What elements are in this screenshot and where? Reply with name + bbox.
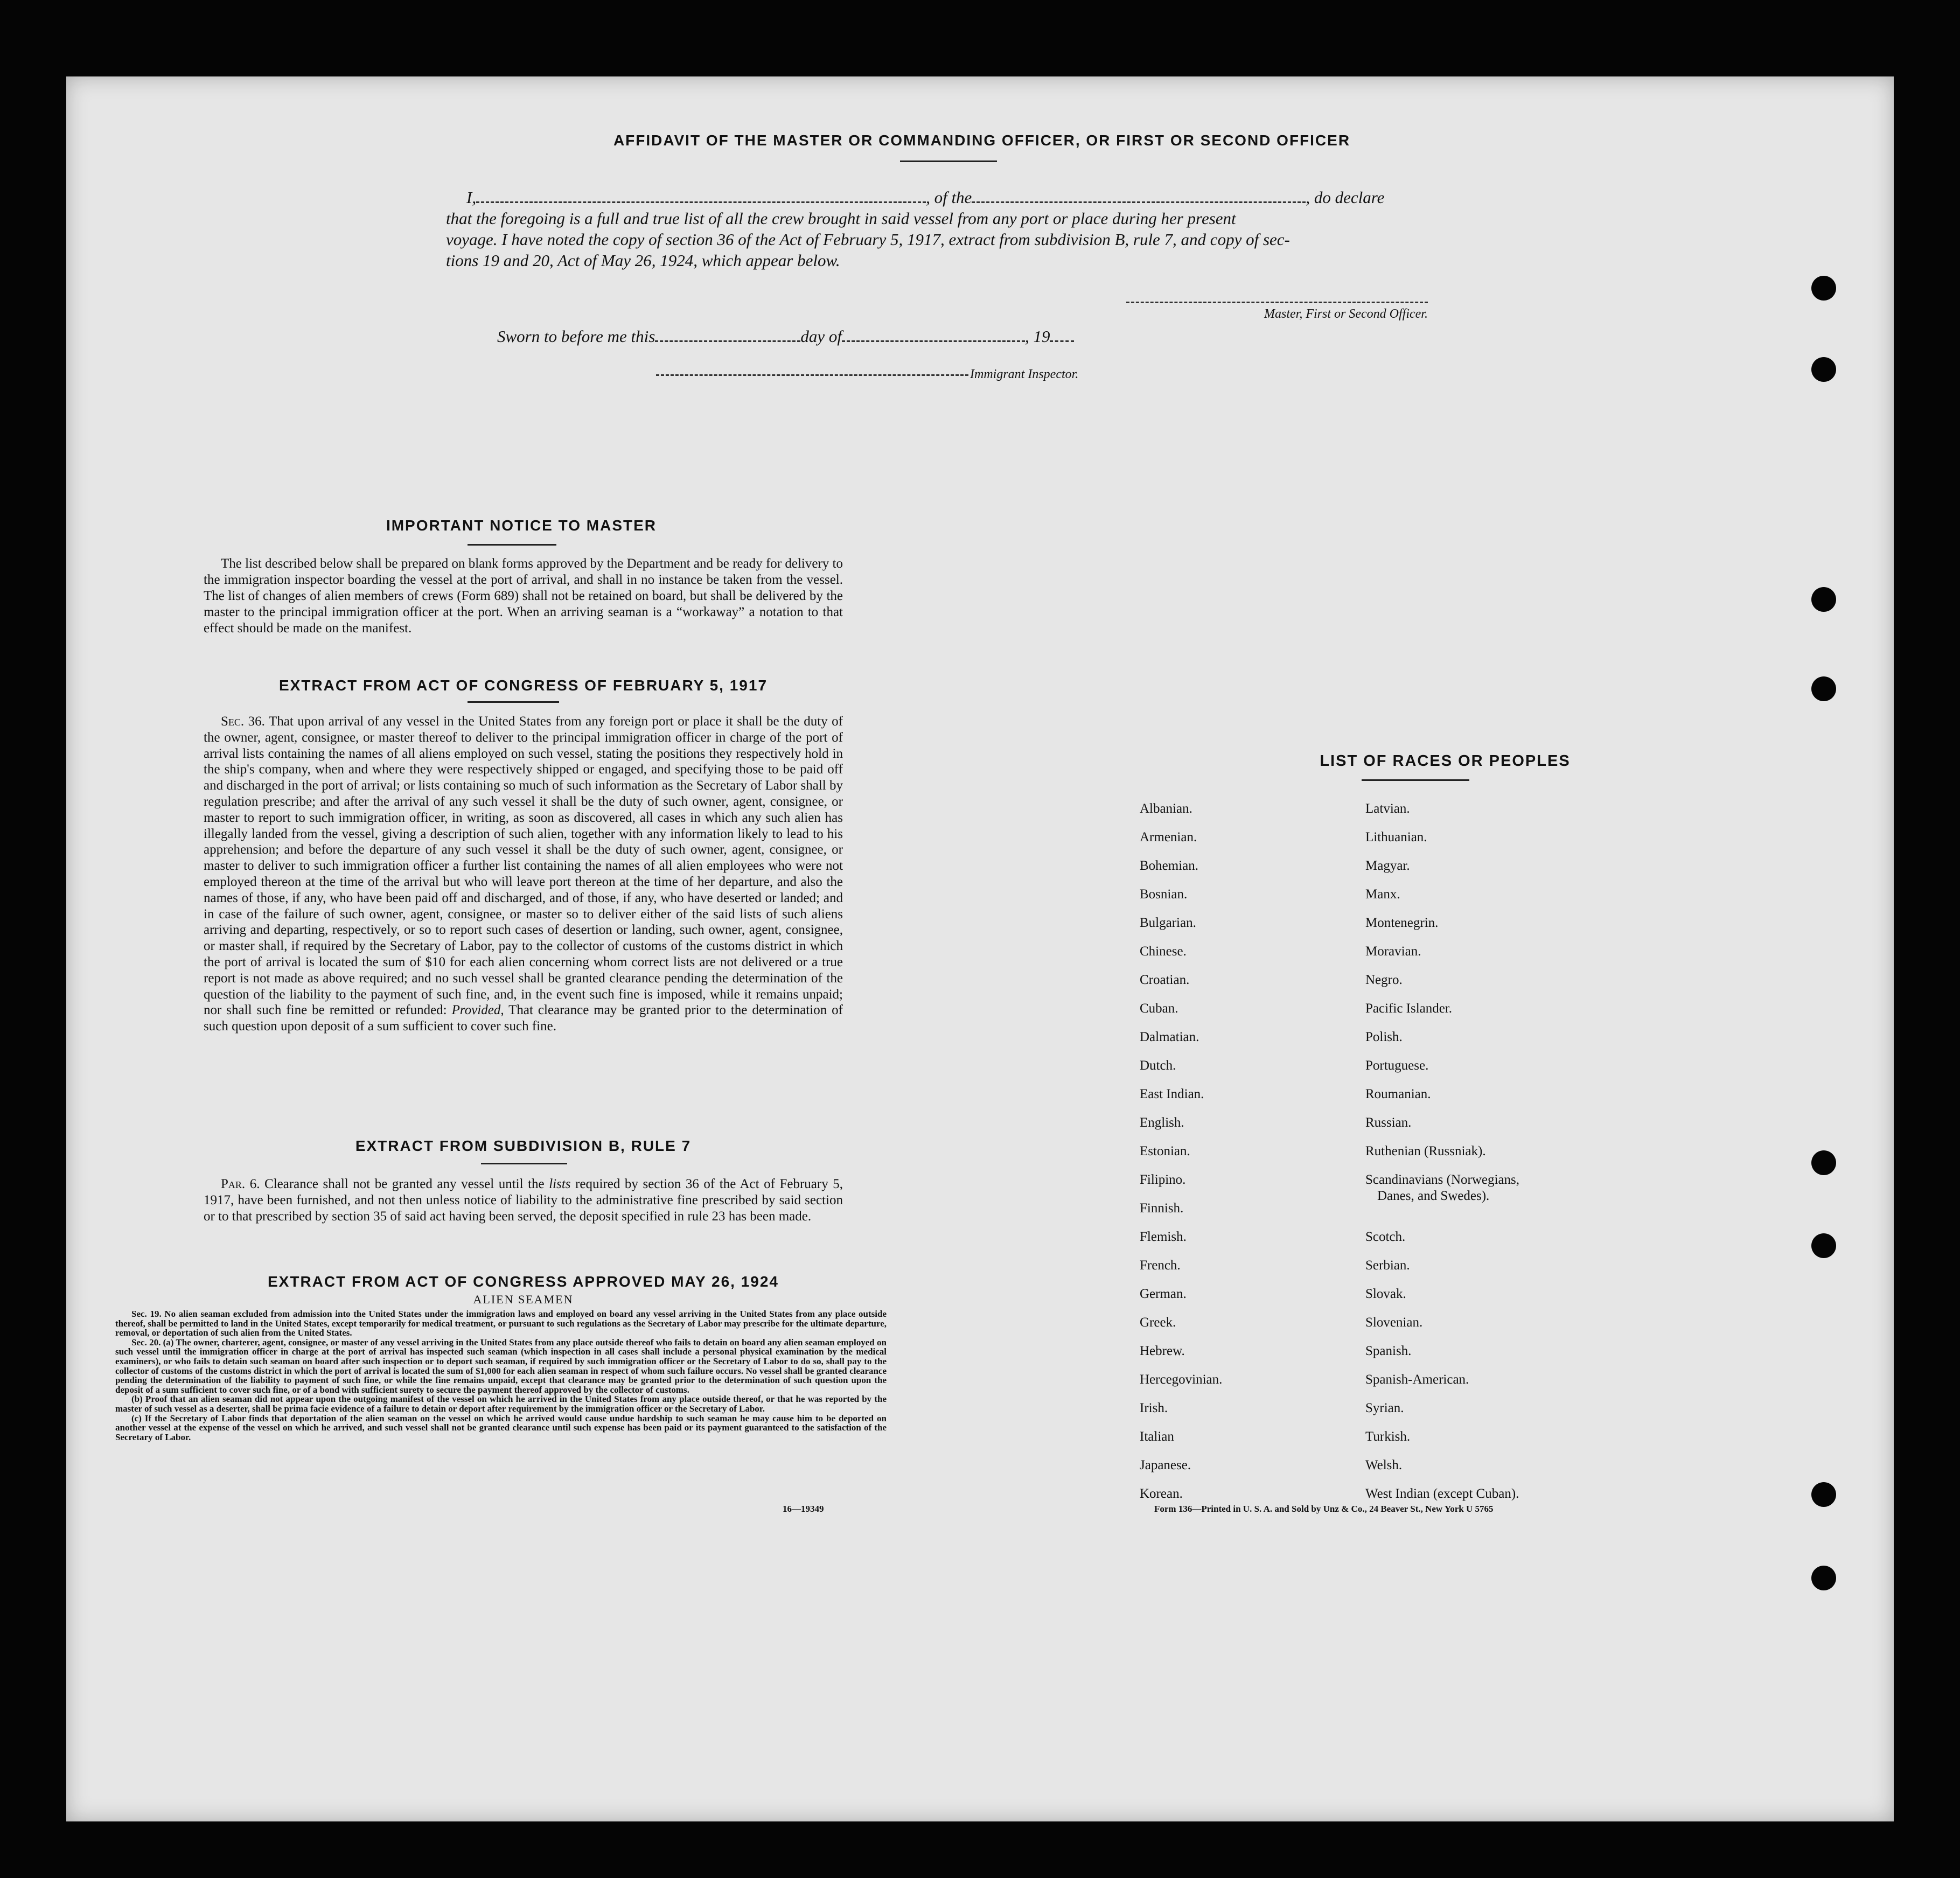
binder-hole <box>1811 1233 1836 1258</box>
race-item: Pacific Islander. <box>1365 1001 1453 1016</box>
race-item: Finnish. <box>1140 1201 1184 1216</box>
inspector-label: Immigrant Inspector. <box>970 367 1079 381</box>
sworn-year-text: , 19 <box>1024 327 1050 346</box>
race-item: Welsh. <box>1365 1458 1403 1472</box>
affidavit-title: AFFIDAVIT OF THE MASTER OR COMMANDING OFFICER, OR FIRST OR SECOND OFFICER <box>613 132 1351 149</box>
alien-seamen-subtitle: ALIEN SEAMEN <box>473 1293 574 1306</box>
inspector-signature-field[interactable] <box>656 374 968 376</box>
section-20b-text: (b) Proof that an alien seaman did not appear upon the outgoing manifest of the vessel on which he arrived in the United States from any place outside thereof, or that he was reported by the master of such vessel as a deserter, shall be prima facie evidence of a failure to detain or deport after requirement by the immigration officer or the Secretary of Labor. <box>115 1394 887 1414</box>
sworn-month-field[interactable] <box>842 329 1025 342</box>
extract-1917-underline <box>468 701 559 703</box>
binder-hole <box>1811 1150 1836 1175</box>
race-item: Moravian. <box>1365 944 1421 959</box>
section-20a-text: Sec. 20. (a) The owner, charterer, agent, consignee, or master of any vessel arriving in the United States from any place outside thereof who fails to detain on board any alien seaman employed on such vessel until the immigration officer in charge at the port of arrival has inspected such seaman (which inspection in all cases shall include a personal physical examination by the medical examiners), or who fails to detain such seaman on board after such inspection or to deport such seaman, if required by such immigration officer or the Secretary of Labor to do so, shall pay to the collector of customs of the customs district in which the port of arrival is located the sum of $1,000 for each alien seaman in respect of whom such failure occurs. No vessel shall be granted clearance pending the determination of the liability to payment of such fine, or while the fine remains unpaid, except that clearance may be granted prior to the determination of such question upon the deposit of a sum sufficient to cover such fine, or of a bond with sufficient surety to secure the payment thereof approved by the collector of customs. <box>115 1337 887 1395</box>
extract-rule7-title: EXTRACT FROM SUBDIVISION B, RULE 7 <box>355 1137 692 1154</box>
title-underline <box>900 160 997 162</box>
races-right-column <box>1365 801 1519 1514</box>
race-item: French. <box>1140 1258 1181 1273</box>
race-item: Russian. <box>1365 1115 1412 1130</box>
race-item: Spanish. <box>1365 1344 1412 1358</box>
race-item: Turkish. <box>1365 1429 1411 1444</box>
race-item: Slovenian. <box>1365 1315 1423 1330</box>
race-item: English. <box>1140 1115 1184 1130</box>
sworn-day-text: day of <box>800 327 842 346</box>
race-item: Roumanian. <box>1365 1087 1431 1101</box>
race-item: Filipino. <box>1140 1172 1186 1187</box>
race-item: Spanish-American. <box>1365 1372 1469 1387</box>
races-underline <box>1362 779 1469 781</box>
race-item: Cuban. <box>1140 1001 1178 1016</box>
race-item: Danes, and Swedes). <box>1377 1189 1490 1203</box>
lists-word: lists <box>549 1177 571 1191</box>
race-item: Scandinavians (Norwegians, <box>1365 1172 1520 1187</box>
race-item: Slovak. <box>1365 1287 1406 1301</box>
race-item: Lithuanian. <box>1365 830 1427 844</box>
races-list-title: LIST OF RACES OR PEOPLES <box>1320 752 1571 770</box>
rule7-text-a: Clearance shall not be granted any vessel until the <box>264 1177 545 1191</box>
race-item: Irish. <box>1140 1401 1168 1415</box>
binder-hole <box>1811 1482 1836 1507</box>
binder-hole <box>1811 587 1836 612</box>
race-item: Latvian. <box>1365 801 1410 816</box>
race-item: Dalmatian. <box>1140 1030 1199 1044</box>
section-36-proviso: That clearance may be granted prior to the determination of such question upon deposit of a sum sufficient to cover such fine. <box>204 1003 843 1034</box>
extract-1924-body <box>115 1309 887 1442</box>
sworn-line <box>497 327 1251 346</box>
declaration-block <box>446 187 1453 271</box>
race-item: Bohemian. <box>1140 858 1199 873</box>
binder-hole <box>1811 1566 1836 1590</box>
race-item: Flemish. <box>1140 1230 1187 1244</box>
extract-rule7-underline <box>481 1163 567 1164</box>
race-item: Chinese. <box>1140 944 1187 959</box>
document-page <box>66 76 1894 1821</box>
provided-word: Provided, <box>451 1003 504 1018</box>
master-signature-field[interactable] <box>1126 302 1428 303</box>
section-36-label: Sec. 36. <box>221 714 265 729</box>
sworn-year-field[interactable] <box>1050 329 1074 342</box>
race-item: Greek. <box>1140 1315 1176 1330</box>
do-declare-text: , do declare <box>1306 188 1385 207</box>
extract-1924-title: EXTRACT FROM ACT OF CONGRESS APPROVED MAY 26, 1924 <box>268 1273 779 1290</box>
notice-body: The list described below shall be prepared on blank forms approved by the Department and be ready for delivery to the immigration inspector boarding the vessel at the port of arrival, and shall in no instance be taken from the vessel. The list of changes of alien members of crews (Form 689) shall not be retained on board, but shall be delivered by the master to the principal immigration officer at the port. When an arriving seaman is a “workaway” a notation to that effect should be made on the manifest. <box>204 556 843 636</box>
rule7-text-b: required by section 36 of the Act of February 5, 1917, have been furnished, and not then unless notice of liability to the administrative fine prescribed by said section or to that prescribed by section 35 of said act having been served, the deposit specified in rule 23 has been made. <box>204 1177 843 1224</box>
race-item: Manx. <box>1365 887 1400 902</box>
race-item: Portuguese. <box>1365 1058 1429 1073</box>
race-item: West Indian (except Cuban). <box>1365 1486 1519 1501</box>
race-item: Scotch. <box>1365 1230 1406 1244</box>
race-item: Dutch. <box>1140 1058 1176 1073</box>
race-item: Negro. <box>1365 973 1403 987</box>
declaration-line-3: voyage. I have noted the copy of section 36 of the Act of February 5, 1917, extract from subdivision B, rule 7, and copy of sec- <box>446 230 1290 249</box>
race-item: Bulgarian. <box>1140 916 1196 930</box>
of-the-text: , of the <box>926 188 972 207</box>
race-item: Bosnian. <box>1140 887 1188 902</box>
declarant-prefix: I, <box>466 188 477 207</box>
declaration-line-4: tions 19 and 20, Act of May 26, 1924, which appear below. <box>446 251 840 270</box>
binder-hole <box>1811 357 1836 382</box>
race-item: Serbian. <box>1365 1258 1410 1273</box>
races-left-column <box>1140 801 1222 1514</box>
section-36-text: That upon arrival of any vessel in the United States from any foreign port or place it shall be the duty of the owner, agent, consignee, or master thereof to deliver to the principal immigration officer in charge of the port of arrival lists containing the names of all aliens employed on such vessel, stating the positions they respectively hold in the ship's company, when and where they were respectively shipped or engaged, and specifying those to be paid off and discharged in the port of arrival; or lists containing so much of such information as the Secretary of Labor shall by regulation prescribe; and after the arrival of any such vessel it shall be the duty of such owner, agent, consignee, or master to report to such immigration officer, in writing, as soon as discovered, all cases in which any such alien has illegally landed from the vessel, giving a description of such alien, together with any information likely to lead to his apprehension; and before the departure of any such vessel it shall be the duty of such owner, agent, consignee, or master to deliver to such immigration officer a further list containing the names of all alien employees who were not employed thereon at the time of the arrival but who will leave port thereon at the time of her departure, and also the names of those, if any, who have been paid off and discharged, and of those, if any, who have deserted or landed; and in case of the failure of such owner, agent, consignee, or master so to deliver either of the said lists of such aliens arriving and departing, respectively, or so to report such cases of desertion or landing, such owner, agent, consignee, or master shall, if required by the Secretary of Labor, pay to the collector of customs of the customs district in which the port of arrival is located the sum of $10 for each alien concerning whom correct lists are not delivered or a true report is not made as above required; and no such vessel shall be granted clearance pending the determination of the question of the liability to the payment of such fine, and, in the event such fine is imposed, while it remains unpaid; nor shall such fine be remitted or refunded: <box>204 714 843 1018</box>
race-item: German. <box>1140 1287 1187 1301</box>
sworn-prefix: Sworn to before me this <box>497 327 655 346</box>
section-20c-text: (c) If the Secretary of Labor finds that deportation of the alien seaman on the vessel on which he arrived would cause undue hardship to such seaman he may cause him to be deported on another vessel at the expense of the vessel on which he arrived, and such vessel shall not be granted clearance until such expense has been paid or its payment guaranteed to the satisfaction of the Secretary of Labor. <box>115 1413 887 1442</box>
declaration-line-2: that the foregoing is a full and true list of all the crew brought in said vessel from any port or place during her present <box>446 209 1236 228</box>
extract-1917-body <box>204 714 843 1035</box>
race-item: East Indian. <box>1140 1087 1204 1101</box>
notice-underline <box>468 544 556 546</box>
sworn-day-field[interactable] <box>655 329 800 342</box>
notice-title: IMPORTANT NOTICE TO MASTER <box>386 517 657 534</box>
race-item: Montenegrin. <box>1365 916 1439 930</box>
printer-note: Form 136—Printed in U. S. A. and Sold by Unz & Co., 24 Beaver St., New York U 5765 <box>1154 1504 1494 1514</box>
race-item: Syrian. <box>1365 1401 1404 1415</box>
race-item: Estonian. <box>1140 1144 1190 1158</box>
section-19-text: Sec. 19. No alien seaman excluded from admission into the United States under the immigration laws and employed on board any vessel arriving in the United States from any place outside thereof, shall be permitted to land in the United States, except temporarily for medical treatment, or pursuant to such regulations as the Secretary of Labor may prescribe for the ultimate departure, removal, or deportation of such alien from the United States. <box>115 1309 887 1338</box>
declaration-line-1 <box>446 187 1453 208</box>
race-item: Hercegovinian. <box>1140 1372 1223 1387</box>
race-item: Croatian. <box>1140 973 1190 987</box>
binder-hole <box>1811 676 1836 701</box>
officer-name-field[interactable] <box>476 190 926 203</box>
binder-hole <box>1811 276 1836 301</box>
paragraph-6-label: Par. 6. <box>221 1177 260 1191</box>
race-item: Albanian. <box>1140 801 1192 816</box>
race-item: Korean. <box>1140 1486 1183 1501</box>
form-number: 16—19349 <box>783 1504 824 1514</box>
vessel-name-field[interactable] <box>972 190 1306 203</box>
race-item: Hebrew. <box>1140 1344 1185 1358</box>
signature-label: Master, First or Second Officer. <box>1264 307 1428 321</box>
race-item: Italian <box>1140 1429 1174 1444</box>
extract-1917-title: EXTRACT FROM ACT OF CONGRESS OF FEBRUARY 5, 1917 <box>278 677 768 694</box>
race-item: Magyar. <box>1365 858 1410 873</box>
race-item: Armenian. <box>1140 830 1197 844</box>
extract-rule7-body <box>204 1176 843 1225</box>
race-item: Ruthenian (Russniak). <box>1365 1144 1486 1158</box>
race-item: Polish. <box>1365 1030 1403 1044</box>
race-item: Japanese. <box>1140 1458 1191 1472</box>
